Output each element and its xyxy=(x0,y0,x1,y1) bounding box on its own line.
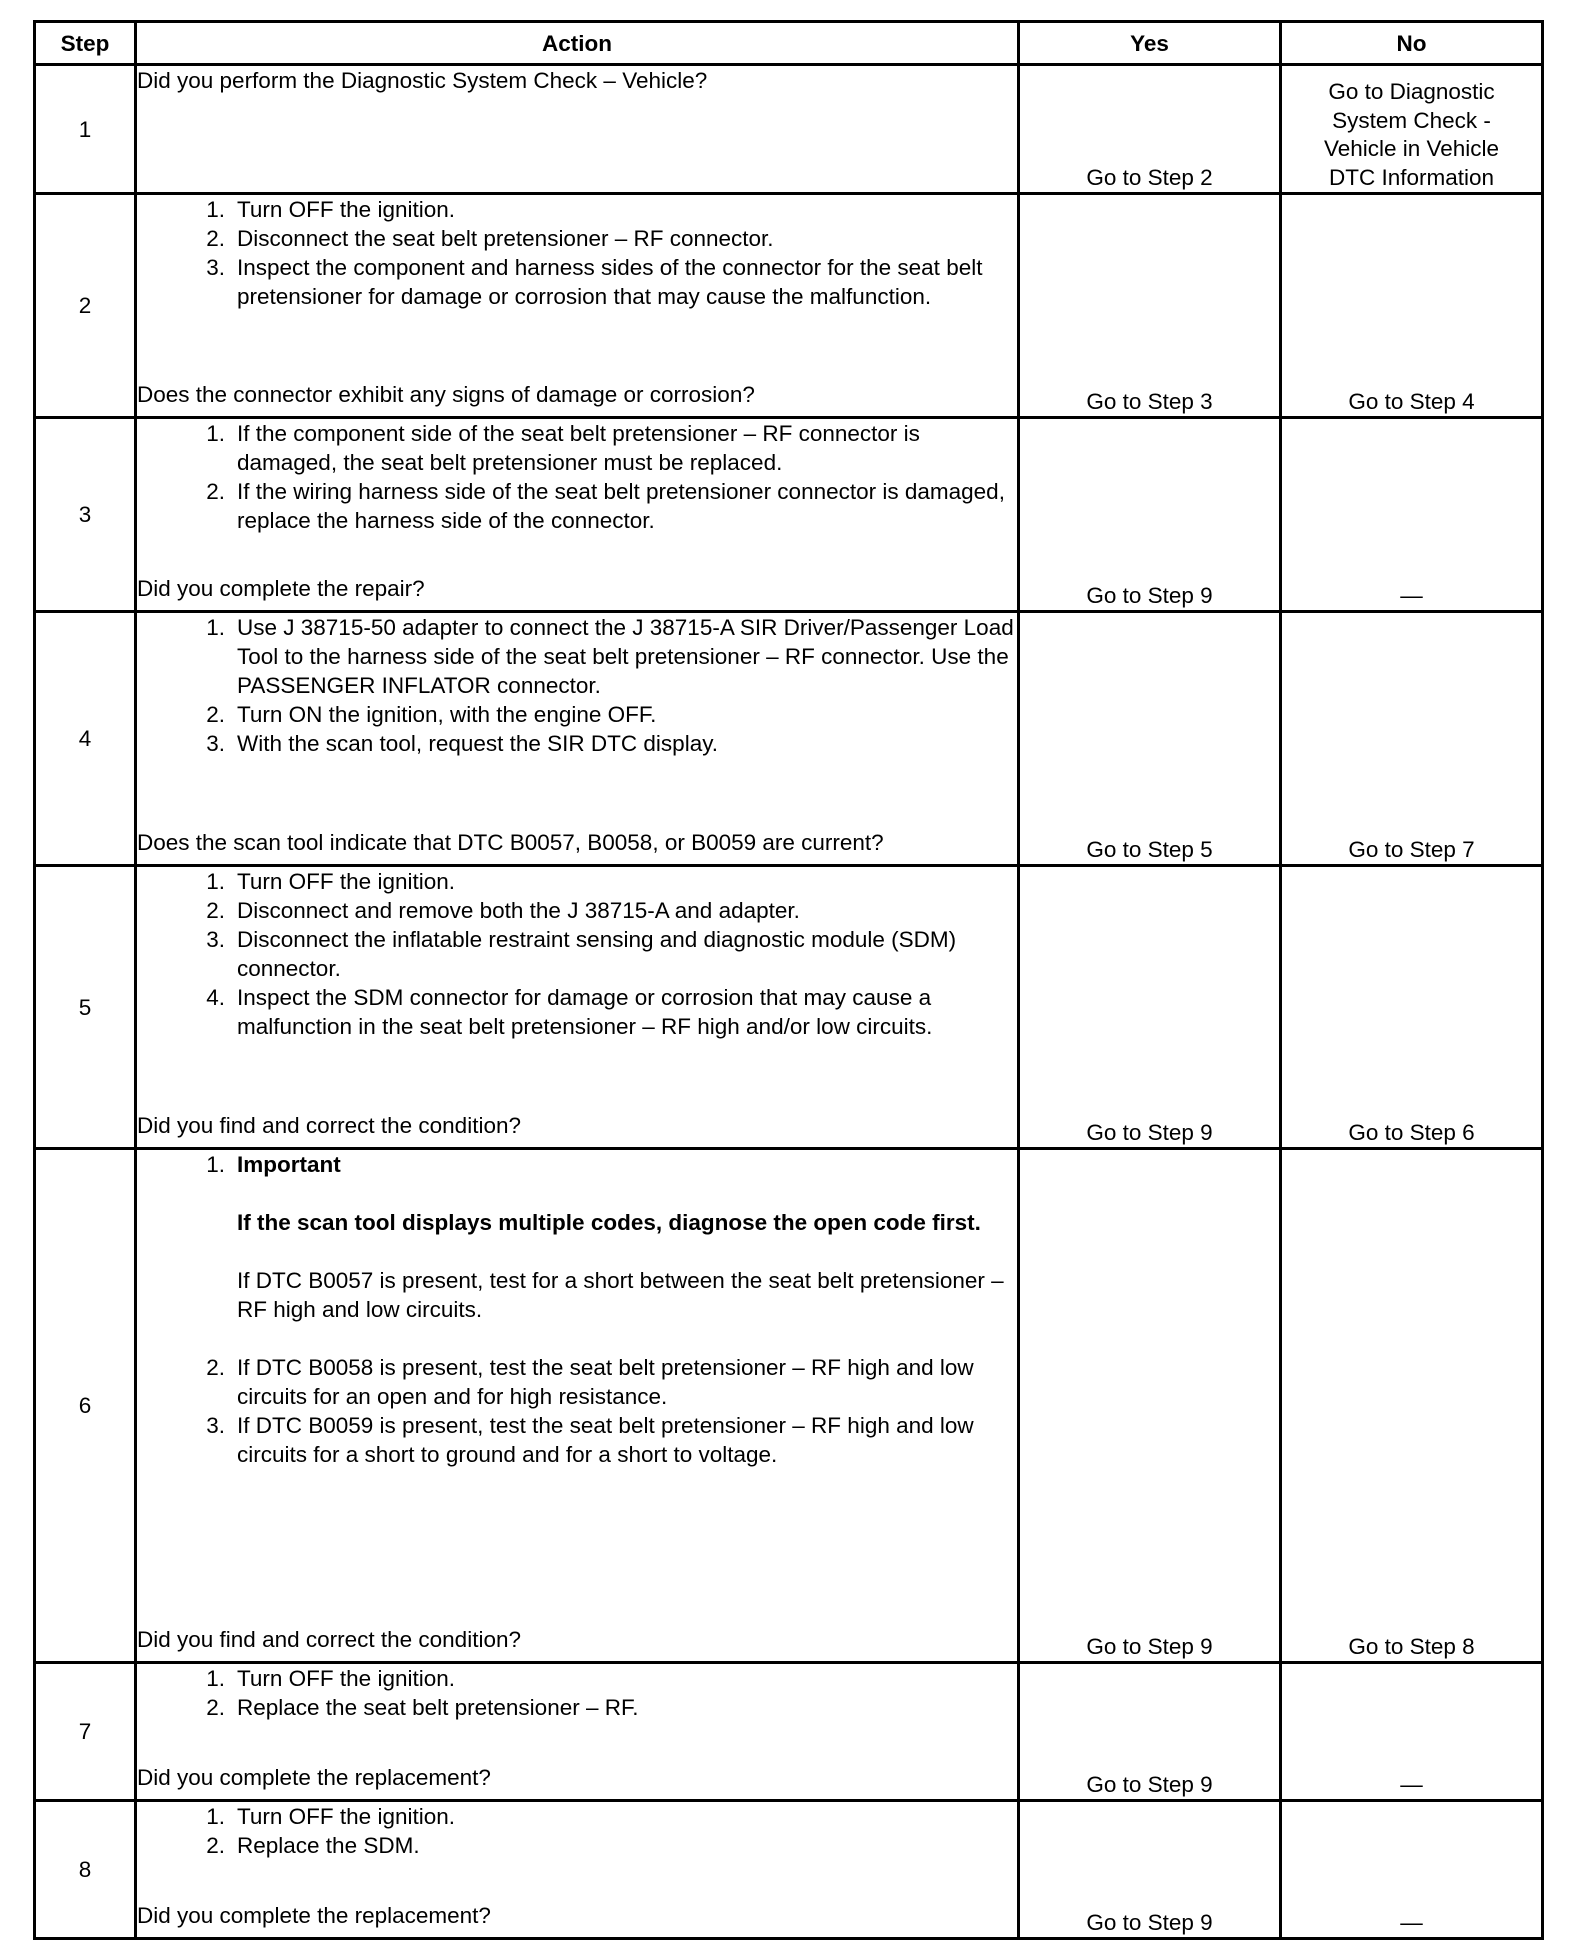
header-no: No xyxy=(1281,22,1543,65)
yes-cell: Go to Step 9 xyxy=(1019,418,1281,612)
instruction-list xyxy=(137,867,1017,1041)
yes-cell: Go to Step 5 xyxy=(1019,612,1281,866)
question-text: Does the connector exhibit any signs of damage or corrosion? xyxy=(137,382,755,407)
step-number: 5 xyxy=(35,866,136,1149)
table-row xyxy=(35,65,1543,194)
yes-cell: Go to Step 9 xyxy=(1019,1149,1281,1663)
no-line: System Check - xyxy=(1332,107,1491,133)
list-item: 2. Replace the seat belt pretensioner – RF. xyxy=(206,1695,639,1720)
list-item-important: 1. Important If the scan tool displays multiple codes, diagnose the open code first. If DTC B0057 is present, test for a short between the seat belt pretensioner – RF high and low circuits. xyxy=(137,1150,1017,1353)
instruction-list xyxy=(137,1664,1017,1722)
important-note: If the scan tool displays multiple codes, diagnose the open code first. xyxy=(237,1210,981,1235)
list-item: 1. Turn OFF the ignition. xyxy=(206,1804,456,1829)
question-text: Did you find and correct the condition? xyxy=(137,1627,521,1652)
table-row xyxy=(35,194,1543,418)
table-row xyxy=(35,866,1543,1149)
action-cell xyxy=(136,418,1019,612)
step-number: 8 xyxy=(35,1801,136,1939)
no-line: Vehicle in Vehicle xyxy=(1323,136,1500,161)
no-line: DTC Information xyxy=(1328,164,1495,190)
list-item: 1. Turn OFF the ignition. xyxy=(206,197,456,222)
no-cell: — xyxy=(1281,1801,1543,1939)
important-heading: Important xyxy=(237,1152,341,1177)
no-cell: Go to Step 7 xyxy=(1281,612,1543,866)
action-cell xyxy=(136,1663,1019,1801)
step-number: 7 xyxy=(35,1663,136,1801)
list-item: 2. If the wiring harness side of the seat belt pretensioner connector is damaged, replace the harness side of the connector. xyxy=(206,479,1005,533)
step-number: 4 xyxy=(35,612,136,866)
table-row xyxy=(35,612,1543,866)
list-item: 3. Disconnect the inflatable restraint sensing and diagnostic module (SDM) connector. xyxy=(206,927,957,981)
list-item: 2. Turn ON the ignition, with the engine OFF. xyxy=(206,702,657,727)
question-text: Did you complete the replacement? xyxy=(137,1765,491,1790)
table-row xyxy=(35,1801,1543,1939)
action-cell xyxy=(136,65,1019,194)
list-item: 4. Inspect the SDM connector for damage or corrosion that may cause a malfunction in the seat belt pretensioner – RF high and/or low circuits. xyxy=(206,985,933,1039)
action-cell xyxy=(136,194,1019,418)
list-item: 3. With the scan tool, request the SIR DTC display. xyxy=(206,731,719,756)
step-number: 2 xyxy=(35,194,136,418)
question-text: Did you complete the repair? xyxy=(137,576,425,601)
question-text: Did you find and correct the condition? xyxy=(137,1113,521,1138)
no-line: Go to Diagnostic xyxy=(1328,79,1495,104)
no-cell: Go to Step 4 xyxy=(1281,194,1543,418)
list-item: 1. Turn OFF the ignition. xyxy=(206,869,456,894)
action-cell xyxy=(136,1149,1019,1663)
instruction-list xyxy=(137,1802,1017,1860)
list-item: 1. Turn OFF the ignition. xyxy=(206,1666,456,1691)
important-text: If DTC B0057 is present, test for a short between the seat belt pretensioner – RF high and low circuits. xyxy=(237,1268,1004,1322)
question-text: Does the scan tool indicate that DTC B0057, B0058, or B0059 are current? xyxy=(137,830,884,855)
instruction-list xyxy=(137,613,1017,758)
list-item: 1. Use J 38715-50 adapter to connect the J 38715-A SIR Driver/Passenger Load Tool to the harness side of the seat belt pretensioner – RF connector. Use the PASSENGER INFLATOR connector. xyxy=(206,615,1014,698)
header-action: Action xyxy=(136,22,1019,65)
step-number: 1 xyxy=(35,65,136,194)
list-item: 2. Disconnect and remove both the J 38715-A and adapter. xyxy=(206,898,800,923)
list-item: 2. Disconnect the seat belt pretensioner – RF connector. xyxy=(206,226,774,251)
header-row xyxy=(35,22,1543,65)
action-cell xyxy=(136,866,1019,1149)
step-number: 3 xyxy=(35,418,136,612)
diagnostic-table xyxy=(33,20,1544,1940)
no-cell: — xyxy=(1281,1663,1543,1801)
yes-cell: Go to Step 9 xyxy=(1019,1801,1281,1939)
table-row xyxy=(35,1149,1543,1663)
no-cell: Go to Step 6 xyxy=(1281,866,1543,1149)
table-row xyxy=(35,418,1543,612)
question-text: Did you perform the Diagnostic System Check – Vehicle? xyxy=(137,68,708,93)
action-cell xyxy=(136,612,1019,866)
list-item: 1. If the component side of the seat belt pretensioner – RF connector is damaged, the seat belt pretensioner must be replaced. xyxy=(206,421,920,475)
yes-cell: Go to Step 3 xyxy=(1019,194,1281,418)
table-row xyxy=(35,1663,1543,1801)
list-item: 2. Replace the SDM. xyxy=(206,1833,420,1858)
no-cell: Go to Step 8 xyxy=(1281,1149,1543,1663)
step-number: 6 xyxy=(35,1149,136,1663)
header-step: Step xyxy=(35,22,136,65)
question-text: Did you complete the replacement? xyxy=(137,1903,491,1928)
list-item: 3. If DTC B0059 is present, test the seat belt pretensioner – RF high and low circuits for a short to ground and for a short to voltage. xyxy=(206,1413,974,1467)
instruction-list xyxy=(137,195,1017,311)
list-item: 2. If DTC B0058 is present, test the seat belt pretensioner – RF high and low circuits for an open and for high resistance. xyxy=(206,1355,974,1409)
header-yes: Yes xyxy=(1019,22,1281,65)
yes-cell: Go to Step 9 xyxy=(1019,866,1281,1149)
yes-cell: Go to Step 2 xyxy=(1019,65,1281,194)
yes-cell: Go to Step 9 xyxy=(1019,1663,1281,1801)
instruction-list xyxy=(137,1150,1017,1469)
list-item: 3. Inspect the component and harness sides of the connector for the seat belt pretensioner for damage or corrosion that may cause the malfunction. xyxy=(206,255,983,309)
instruction-list xyxy=(137,419,1017,535)
no-cell: — xyxy=(1281,418,1543,612)
no-cell xyxy=(1281,65,1543,194)
action-cell xyxy=(136,1801,1019,1939)
